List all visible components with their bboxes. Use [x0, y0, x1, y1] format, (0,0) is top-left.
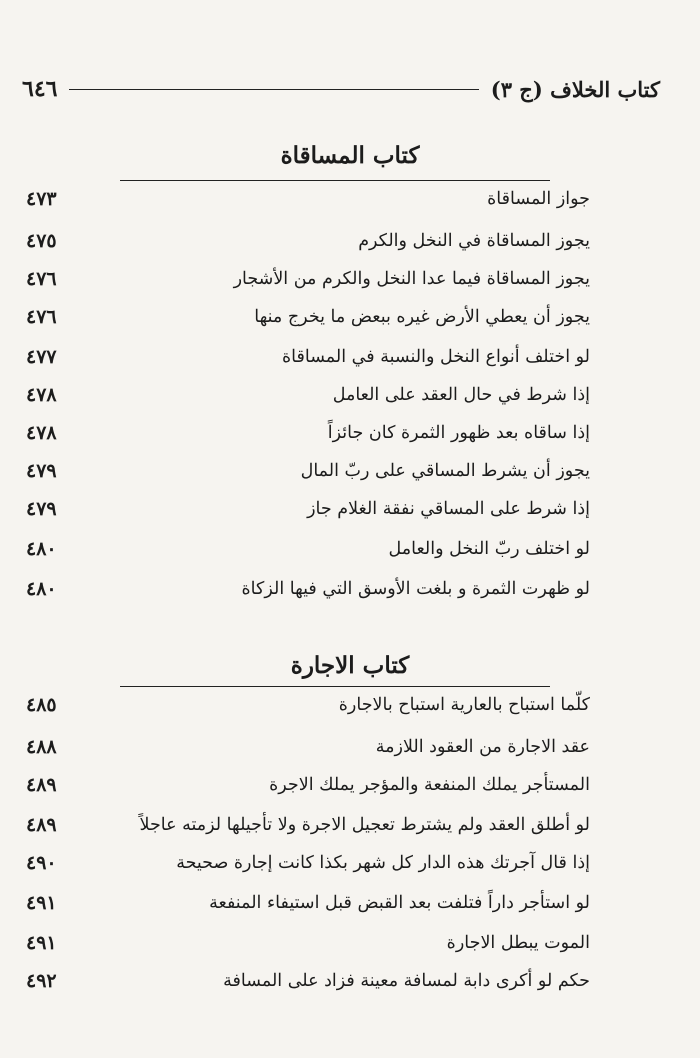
- entry-title: عقد الاجارة من العقود اللازمة: [375, 737, 590, 757]
- entry-title: لو ظهرت الثمرة و بلغت الأوسق التي فيها الزكاة: [241, 579, 590, 599]
- toc-entry: [26, 262, 590, 296]
- section-heading: كتاب المساقاة: [280, 142, 420, 169]
- entry-page-number: ٤٩٠: [26, 852, 57, 874]
- toc-entry: [26, 572, 590, 606]
- entry-title: لو اختلف أنواع النخل والنسبة في المساقاة: [282, 347, 590, 367]
- section-heading: كتاب الاجارة: [290, 652, 410, 679]
- entry-page-number: ٤٩١: [26, 932, 57, 954]
- toc-entry: [26, 964, 590, 998]
- entry-title: لو أطلق العقد ولم يشترط تعجيل الاجرة ولا تأجيلها لزمته عاجلاً: [139, 815, 590, 835]
- entry-title: كلّما استباح بالعارية استباح بالاجارة: [338, 695, 590, 715]
- entry-title: يجوز المساقاة في النخل والكرم: [358, 231, 590, 251]
- entry-title: حكم لو أكرى دابة لمسافة معينة فزاد على المسافة: [223, 971, 590, 991]
- entry-page-number: ٤٨٠: [26, 538, 57, 560]
- entry-page-number: ٤٧٨: [26, 422, 57, 444]
- toc-entry: [26, 768, 590, 802]
- running-title: كتاب الخلاف (ج ٣): [490, 76, 660, 102]
- entry-page-number: ٤٧٩: [26, 460, 57, 482]
- entry-page-number: ٤٧٨: [26, 384, 57, 406]
- entry-page-number: ٤٨٩: [26, 774, 57, 796]
- entry-page-number: ٤٨٥: [26, 694, 57, 716]
- toc-entry: [26, 182, 590, 216]
- entry-page-number: ٤٧٧: [26, 346, 57, 368]
- toc-entry: [26, 454, 590, 488]
- entry-page-number: ٤٨٠: [26, 578, 57, 600]
- entry-page-number: ٤٧٩: [26, 498, 57, 520]
- section-heading-rule: [120, 686, 550, 687]
- toc-entry: [26, 300, 590, 334]
- entry-title: لو استأجر داراً فتلفت بعد القبض قبل استيفاء المنفعة: [209, 893, 590, 913]
- entry-title: إذا ساقاه بعد ظهور الثمرة كان جائزاً: [327, 423, 590, 443]
- entry-title: المستأجر يملك المنفعة والمؤجر يملك الاجرة: [269, 775, 590, 795]
- page-header: [22, 72, 660, 106]
- entry-title: جواز المساقاة: [487, 189, 590, 209]
- toc-entry: [26, 926, 590, 960]
- toc-entry: [26, 224, 590, 258]
- entry-page-number: ٤٩١: [26, 892, 57, 914]
- toc-entry: [26, 730, 590, 764]
- entry-page-number: ٤٨٩: [26, 814, 57, 836]
- entry-title: إذا شرط على المساقي نفقة الغلام جاز: [307, 499, 590, 519]
- section-heading-rule: [120, 180, 550, 181]
- entry-title: لو اختلف ربّ النخل والعامل: [388, 539, 590, 559]
- entry-page-number: ٤٩٢: [26, 970, 57, 992]
- entry-title: إذا قال آجرتك هذه الدار كل شهر بكذا كانت إجارة صحيحة: [176, 853, 590, 873]
- toc-entry: [26, 846, 590, 880]
- entry-page-number: ٤٧٦: [26, 306, 57, 328]
- entry-title: يجوز أن يعطي الأرض غيره ببعض ما يخرج منها: [254, 307, 590, 327]
- entry-title: الموت يبطل الاجارة: [446, 933, 590, 953]
- toc-entry: [26, 886, 590, 920]
- header-rule: [69, 89, 478, 90]
- entry-title: إذا شرط في حال العقد على العامل: [332, 385, 590, 405]
- toc-entry: [26, 808, 590, 842]
- toc-entry: [26, 378, 590, 412]
- toc-entry: [26, 340, 590, 374]
- entry-page-number: ٤٧٣: [26, 188, 57, 210]
- toc-entry: [26, 688, 590, 722]
- toc-entry: [26, 492, 590, 526]
- entry-page-number: ٤٧٦: [26, 268, 57, 290]
- entry-page-number: ٤٨٨: [26, 736, 57, 758]
- toc-entry: [26, 532, 590, 566]
- entry-title: يجوز أن يشرط المساقي على ربّ المال: [300, 461, 590, 481]
- toc-entry: [26, 416, 590, 450]
- entry-page-number: ٤٧٥: [26, 230, 57, 252]
- entry-title: يجوز المساقاة فيما عدا النخل والكرم من الأشجار: [233, 269, 590, 289]
- page-number: ٦٤٦: [22, 76, 58, 102]
